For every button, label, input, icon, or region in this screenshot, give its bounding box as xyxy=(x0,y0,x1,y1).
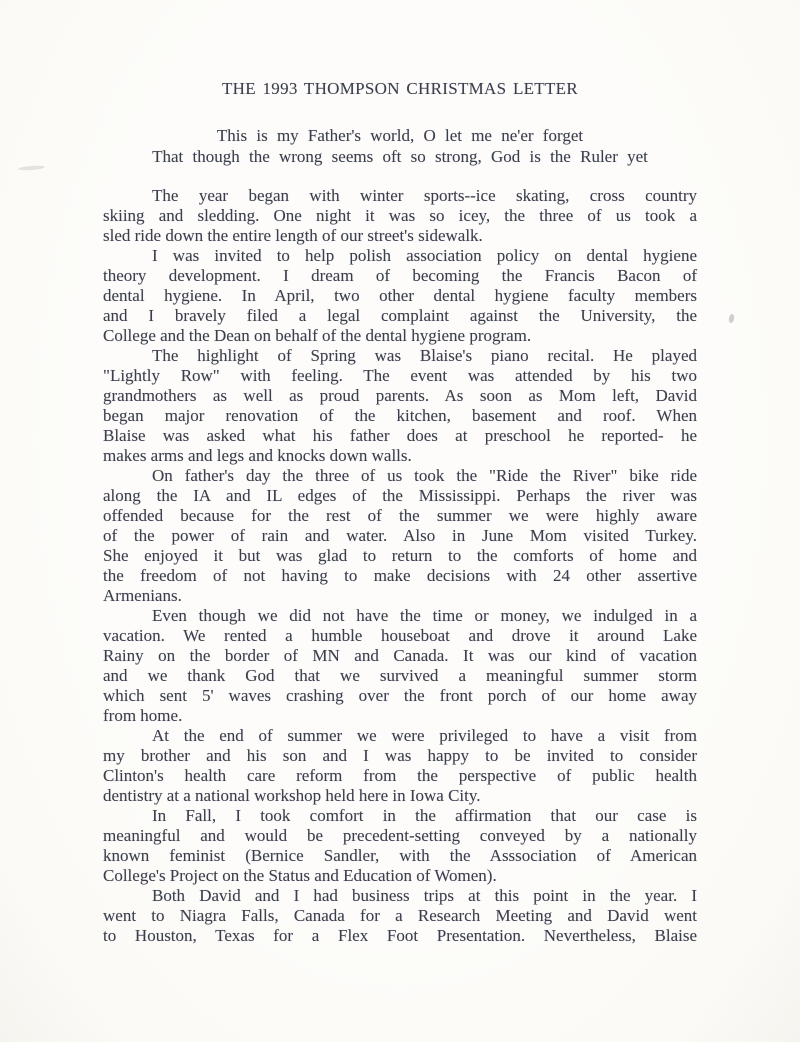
epigraph xyxy=(103,125,697,167)
text-line: Both David and I had business trips at this point in the year. I xyxy=(152,886,697,905)
text-line: theory development. I dream of becoming the Francis Bacon of xyxy=(103,266,697,285)
text-line: The highlight of Spring was Blaise's piano recital. He played xyxy=(152,346,697,365)
text-line: and I bravely filed a legal complaint against the University, the xyxy=(103,306,697,325)
text-line: Rainy on the border of MN and Canada. It was our kind of vacation xyxy=(103,646,697,665)
text-line: College's Project on the Status and Education of Women). xyxy=(103,866,497,885)
paragraph xyxy=(103,246,697,346)
text-line: along the IA and IL edges of the Mississippi. Perhaps the river was xyxy=(103,486,697,505)
text-line: Clinton's health care reform from the perspective of public health xyxy=(103,766,697,785)
epigraph-line-1: This is my Father's world, O let me ne'er forget xyxy=(216,126,584,145)
text-line: which sent 5' waves crashing over the front porch of our home away xyxy=(103,686,697,705)
text-line: vacation. We rented a humble houseboat and drove it around Lake xyxy=(103,626,697,645)
text-line: In Fall, I took comfort in the affirmation that our case is xyxy=(152,806,697,825)
text-line: offended because for the rest of the summer we were highly aware xyxy=(103,506,697,525)
text-line: skiing and sledding. One night it was so icey, the three of us took a xyxy=(103,206,697,225)
text-line: to Houston, Texas for a Flex Foot Presentation. Nevertheless, Blaise xyxy=(103,926,697,945)
scan-smudge-artifact xyxy=(18,165,45,171)
paragraph xyxy=(103,886,697,946)
text-line: The year began with winter sports--ice skating, cross country xyxy=(152,186,697,205)
paragraph xyxy=(103,346,697,466)
text-line: sled ride down the entire length of our street's sidewalk. xyxy=(103,226,483,245)
text-line: Even though we did not have the time or money, we indulged in a xyxy=(152,606,697,625)
document-title: THE 1993 THOMPSON CHRISTMAS LETTER xyxy=(221,79,579,98)
paragraph xyxy=(103,606,697,726)
text-line: On father's day the three of us took the "Ride the River" bike ride xyxy=(152,466,697,485)
letter-content xyxy=(103,79,697,946)
scan-speck-artifact xyxy=(728,314,735,324)
text-line: meaningful and would be precedent-setting conveyed by a nationally xyxy=(103,826,697,845)
text-line: She enjoyed it but was glad to return to the comforts of home and xyxy=(103,546,697,565)
text-line: and we thank God that we survived a meaningful summer storm xyxy=(103,666,697,685)
text-line: from home. xyxy=(103,706,183,725)
text-line: known feminist (Bernice Sandler, with the Asssociation of American xyxy=(103,846,697,865)
text-line: dentistry at a national workshop held here in Iowa City. xyxy=(103,786,481,805)
epigraph-line-2: That though the wrong seems oft so strong, God is the Ruler yet xyxy=(152,147,648,166)
text-line: went to Niagra Falls, Canada for a Research Meeting and David went xyxy=(103,906,697,925)
text-line: grandmothers as well as proud parents. As soon as Mom left, David xyxy=(103,386,697,405)
letter-body xyxy=(103,186,697,946)
text-line: Armenians. xyxy=(103,586,182,605)
text-line: began major renovation of the kitchen, basement and roof. When xyxy=(103,406,697,425)
text-line: "Lightly Row" with feeling. The event was attended by his two xyxy=(103,366,697,385)
text-line: I was invited to help polish association policy on dental hygiene xyxy=(152,246,697,265)
text-line: College and the Dean on behalf of the dental hygiene program. xyxy=(103,326,532,345)
paragraph xyxy=(103,726,697,806)
text-line: Blaise was asked what his father does at preschool he reported- he xyxy=(103,426,697,445)
paragraph xyxy=(103,806,697,886)
text-line: makes arms and legs and knocks down walls. xyxy=(103,446,412,465)
text-line: the freedom of not having to make decisions with 24 other assertive xyxy=(103,566,697,585)
paragraph xyxy=(103,466,697,606)
paragraph xyxy=(103,186,697,246)
text-line: of the power of rain and water. Also in June Mom visited Turkey. xyxy=(103,526,697,545)
text-line: At the end of summer we were privileged to have a visit from xyxy=(152,726,697,745)
text-line: my brother and his son and I was happy to be invited to consider xyxy=(103,746,697,765)
text-line: dental hygiene. In April, two other dental hygiene faculty members xyxy=(103,286,697,305)
